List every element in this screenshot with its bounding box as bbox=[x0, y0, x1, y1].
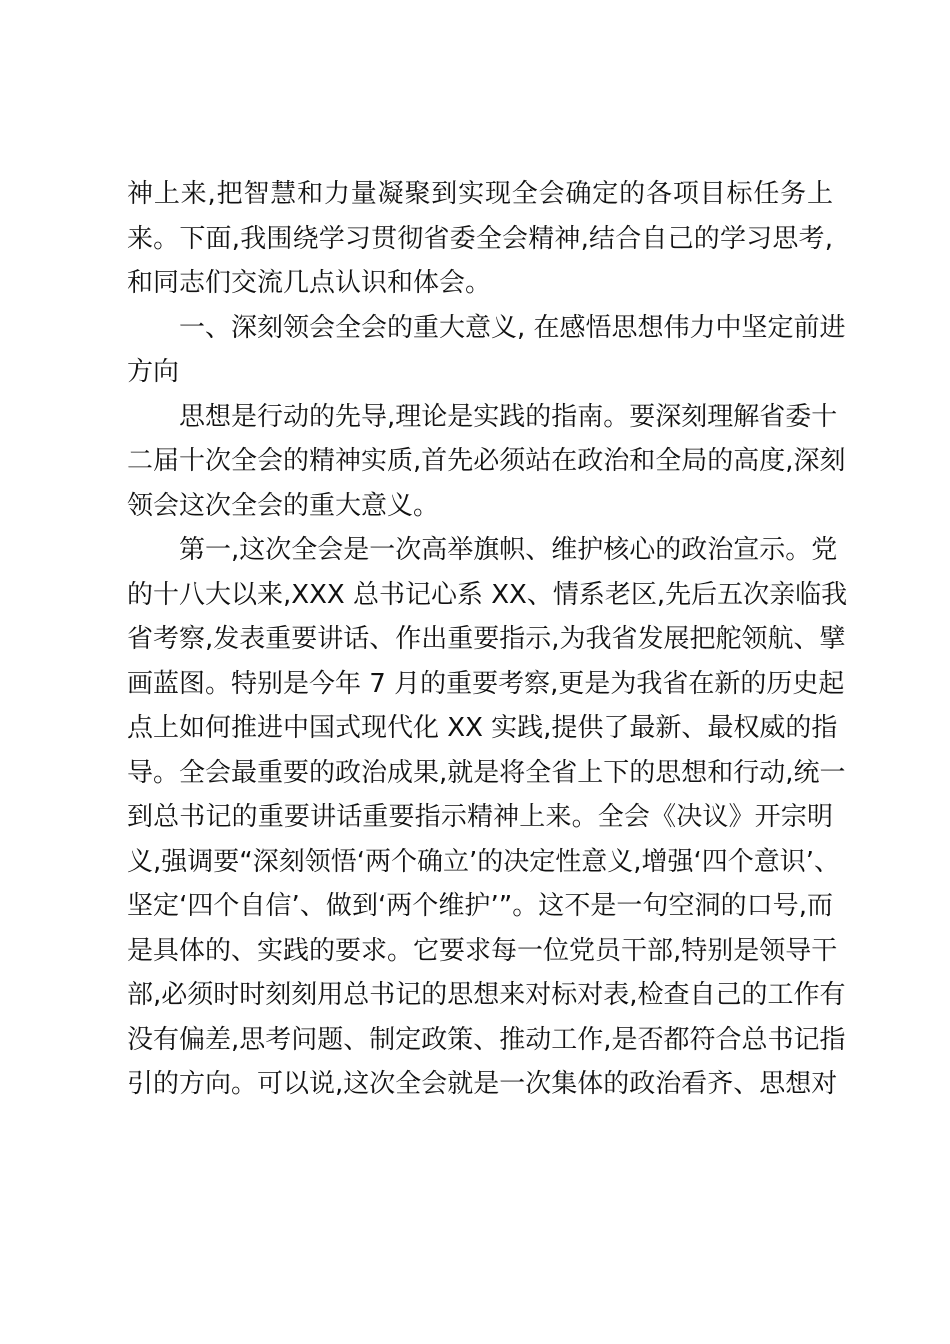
section-heading-1 bbox=[127, 306, 846, 395]
document-body bbox=[127, 172, 848, 1107]
text-line: 神上来,把智慧和力量凝聚到实现全会确定的各项目标任务上 bbox=[127, 179, 833, 209]
text-line: 部,必须时时刻刻用总书记的思想来对标对表,检查自己的工作有 bbox=[127, 980, 846, 1010]
text-line: 的十八大以来,XXX 总书记心系 XX、情系老区,先后五次亲临我 bbox=[127, 579, 848, 610]
text-line: 省考察,发表重要讲话、作出重要指示,为我省发展把舵领航、擘 bbox=[127, 624, 846, 654]
text-line: 没有偏差,思考问题、制定政策、推动工作,是否都符合总书记指 bbox=[127, 1024, 846, 1055]
text-line: 思想是行动的先导,理论是实践的指南。要深刻理解省委十 bbox=[179, 401, 838, 432]
text-line: 义,强调要“深刻领悟‘两个确立’的决定性意义,增强‘四个意识’、 bbox=[127, 846, 841, 877]
text-line: 导。全会最重要的政治成果,就是将全省上下的思想和行动,统一 bbox=[127, 757, 846, 788]
text-line: 坚定‘四个自信’、做到‘两个维护’”。这不是一句空洞的口号,而 bbox=[127, 891, 833, 921]
text-line: 画蓝图。特别是今年 7 月的重要考察,更是为我省在新的历史起 bbox=[127, 668, 845, 699]
paragraph-intro-continuation bbox=[127, 172, 833, 306]
text-line: 来。下面,我围绕学习贯彻省委全会精神,结合自己的学习思考, bbox=[127, 223, 833, 254]
heading-line: 方向 bbox=[127, 357, 180, 387]
text-line: 和同志们交流几点认识和体会。 bbox=[127, 268, 492, 298]
text-line: 点上如何推进中国式现代化 XX 实践,提供了最新、最权威的指 bbox=[127, 713, 838, 743]
text-line: 第一,这次全会是一次高举旗帜、维护核心的政治宣示。党 bbox=[179, 535, 838, 565]
text-line: 是具体的、实践的要求。它要求每一位党员干部,特别是领导干 bbox=[127, 935, 838, 966]
paragraph-first-point bbox=[127, 528, 848, 1107]
heading-line: 一、深刻领会全会的重大意义, 在感悟思想伟力中坚定前进 bbox=[179, 312, 846, 343]
text-line: 二届十次全会的精神实质,首先必须站在政治和全局的高度,深刻 bbox=[127, 446, 846, 476]
text-line: 到总书记的重要讲话重要指示精神上来。全会《决议》开宗明 bbox=[127, 802, 833, 832]
text-line: 引的方向。可以说,这次全会就是一次集体的政治看齐、思想对 bbox=[127, 1069, 838, 1099]
paragraph-thought-guide bbox=[127, 395, 846, 529]
text-line: 领会这次全会的重大意义。 bbox=[127, 490, 440, 521]
